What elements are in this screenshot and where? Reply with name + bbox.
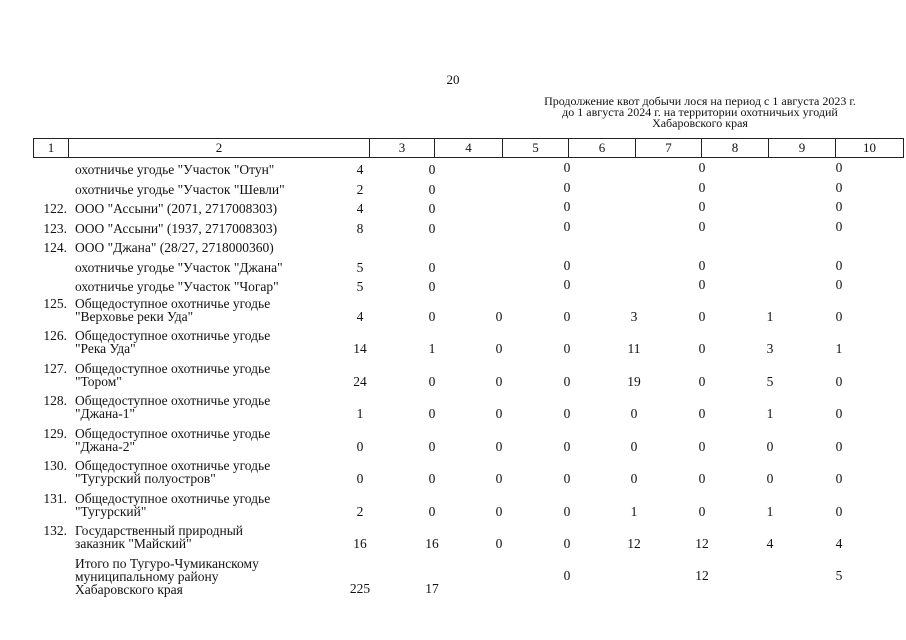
table-row [33,427,873,460]
header-cell-5: 5 [502,138,569,158]
value-col-10: 0 [835,503,843,519]
value-col-6: 0 [563,406,571,422]
value-col-10: 0 [835,277,843,292]
value-col-9: 4 [766,536,774,552]
page-number: 20 [446,72,460,87]
row-name-line: Общедоступное охотничье угодье [75,360,271,376]
value-col-8: 0 [698,341,706,357]
row-number: 129. [43,425,67,441]
table-row [33,557,873,605]
value-col-10: 0 [835,471,843,487]
value-col-8: 12 [695,536,709,552]
table-row [33,277,873,297]
row-number: 125. [43,295,67,311]
row-name-line: охотничье угодье "Участок "Шевли" [75,181,285,197]
row-name [75,427,337,453]
row-name-line: "Верховье реки Уда" [75,308,194,324]
row-name-line: заказник "Майский" [75,536,192,551]
value-col-8: 0 [698,471,706,487]
value-col-6: 0 [563,567,571,583]
value-col-4: 0 [428,438,436,454]
value-col-10: 0 [835,160,843,175]
row-name-line: Хабаровского края [75,581,183,597]
value-col-9: 1 [766,503,774,519]
row-name [75,219,337,239]
value-col-7: 1 [630,503,638,519]
value-col-6: 0 [563,199,571,214]
row-number: 126. [43,328,67,343]
row-number: 128. [43,393,67,408]
row-number: 123. [43,220,67,236]
value-col-4: 0 [428,406,436,422]
row-name [75,362,337,388]
row-name [75,258,337,278]
table-row [33,329,873,362]
value-col-6: 0 [563,179,571,195]
value-col-10: 0 [835,438,843,454]
value-col-6: 0 [563,536,571,552]
value-col-4: 0 [428,162,436,177]
value-col-10: 0 [835,373,843,389]
value-col-4: 0 [428,279,436,294]
value-col-3: 0 [356,438,364,454]
value-col-4: 0 [428,181,436,197]
value-col-9: 5 [766,373,774,389]
row-name-line: ООО "Ассыни" (1937, 2717008303) [75,220,278,236]
value-col-8: 12 [695,567,709,583]
row-name-line: ООО "Джана" (28/27, 2718000360) [75,240,274,255]
value-col-5: 0 [495,471,503,487]
value-col-3: 0 [356,471,364,487]
value-col-4: 0 [428,308,436,324]
table-row [33,394,873,427]
value-col-8: 0 [698,308,706,324]
value-col-5: 0 [495,406,503,422]
value-col-10: 0 [835,257,843,273]
value-col-9: 0 [766,471,774,487]
header-cell-7: 7 [635,138,702,158]
value-col-3: 2 [356,503,364,519]
value-col-10: 0 [835,406,843,422]
value-col-8: 0 [698,160,706,175]
value-col-10: 4 [835,536,843,552]
row-name [75,459,337,485]
row-name [75,238,337,258]
row-name-line: "Тугурский" [75,503,147,519]
value-col-4: 0 [428,201,436,216]
header-cell-6: 6 [568,138,636,158]
table-row [33,219,873,239]
table-row [33,524,873,557]
header-cell-9: 9 [768,138,836,158]
header-cell-8: 8 [701,138,769,158]
value-col-6: 0 [563,373,571,389]
value-col-10: 0 [835,308,843,324]
row-name-line: Государственный природный [75,523,244,538]
row-name-line: "Джана-1" [75,406,136,421]
value-col-6: 0 [563,471,571,487]
value-col-10: 5 [835,567,843,583]
row-number: 131. [43,490,67,506]
row-name [75,277,337,297]
value-col-7: 0 [630,471,638,487]
value-col-8: 0 [698,199,706,214]
value-col-10: 0 [835,218,843,234]
row-name [75,329,337,355]
value-col-8: 0 [698,438,706,454]
row-name-line: "Река Уда" [75,341,136,356]
row-number: 127. [43,360,67,376]
value-col-6: 0 [563,341,571,357]
value-col-6: 0 [563,277,571,292]
row-name-line: "Тором" [75,373,122,389]
value-col-7: 0 [630,406,638,422]
table-row [33,180,873,200]
value-col-5: 0 [495,341,503,357]
value-col-6: 0 [563,257,571,273]
header-cell-10: 10 [835,138,904,158]
row-name-line: Общедоступное охотничье угодье [75,328,271,343]
row-name-line: Итого по Тугуро-Чумиканскому [75,555,259,571]
row-name-line: Общедоступное охотничье угодье [75,458,271,473]
value-col-7: 11 [627,341,641,357]
value-col-3: 4 [356,201,364,216]
value-col-3: 8 [356,220,364,236]
value-col-6: 0 [563,160,571,175]
value-col-5: 0 [495,503,503,519]
row-name-line: муниципальному району [75,568,219,584]
value-col-7: 0 [630,438,638,454]
row-number: 130. [43,458,67,473]
value-col-9: 1 [766,406,774,422]
row-name [75,524,337,550]
row-name-line: Общедоступное охотничье угодье [75,490,271,506]
value-col-4: 16 [425,536,439,552]
header-cell-3: 3 [369,138,435,158]
row-name [75,199,337,219]
row-name-line: ООО "Ассыни" (2071, 2717008303) [75,201,278,216]
row-name-line: Общедоступное охотничье угодье [75,425,271,441]
value-col-5: 0 [495,373,503,389]
value-col-3: 14 [353,341,367,357]
value-col-5: 0 [495,536,503,552]
value-col-8: 0 [698,277,706,292]
header-cell-1: 1 [33,138,69,158]
header-cell-4: 4 [434,138,503,158]
value-col-8: 0 [698,257,706,273]
value-col-6: 0 [563,438,571,454]
value-col-4: 1 [428,341,436,357]
value-col-10: 1 [835,341,843,357]
value-col-8: 0 [698,179,706,195]
value-col-4: 0 [428,259,436,275]
value-col-3: 1 [356,406,364,422]
row-name-line: охотничье угодье "Участок "Чогар" [75,279,279,294]
value-col-7: 3 [630,308,638,324]
value-col-3: 16 [353,536,367,552]
table-caption: Продолжение квот добычи лося на период с 1 августа 2023 г. до 1 августа 2024 г. на территории охотничьих угодий Хабаровского края [544,94,856,130]
value-col-10: 0 [835,179,843,195]
table-row [33,258,873,278]
value-col-8: 0 [698,503,706,519]
value-col-4: 0 [428,220,436,236]
value-col-6: 0 [563,503,571,519]
value-col-9: 3 [766,341,774,357]
table-row [33,199,873,219]
value-col-9: 0 [766,438,774,454]
row-number: 122. [43,201,67,216]
table-row [33,492,873,525]
value-col-3: 24 [353,373,367,389]
row-name-line: охотничье угодье "Участок "Джана" [75,259,283,275]
value-col-8: 0 [698,218,706,234]
table-header [33,138,904,158]
row-name [75,557,337,596]
value-col-5: 0 [495,438,503,454]
value-col-8: 0 [698,373,706,389]
header-cell-2: 2 [68,138,370,158]
table-row [33,459,873,492]
row-name-line: "Тугурский полуостров" [75,471,216,486]
table-row [33,160,873,180]
row-number: 124. [43,240,67,255]
row-name [75,160,337,180]
table-row [33,362,873,395]
value-col-4: 17 [425,580,439,596]
value-col-7: 12 [627,536,641,552]
value-col-9: 1 [766,308,774,324]
value-col-10: 0 [835,199,843,214]
row-number: 132. [43,523,67,538]
row-name-line: "Джана-2" [75,438,136,454]
table-row [33,297,873,330]
value-col-6: 0 [563,218,571,234]
table-row [33,238,873,258]
value-col-3: 2 [356,181,364,197]
value-col-8: 0 [698,406,706,422]
value-col-6: 0 [563,308,571,324]
value-col-5: 0 [495,308,503,324]
value-col-3: 5 [356,259,364,275]
row-name-line: Общедоступное охотничье угодье [75,295,271,311]
value-col-3: 4 [356,162,364,177]
row-name [75,394,337,420]
row-name-line: охотничье угодье "Участок "Отун" [75,162,275,177]
value-col-4: 0 [428,471,436,487]
value-col-3: 225 [349,580,371,596]
value-col-4: 0 [428,503,436,519]
row-name [75,180,337,200]
row-name [75,492,337,518]
value-col-3: 5 [356,279,364,294]
row-name-line: Общедоступное охотничье угодье [75,393,271,408]
value-col-7: 19 [627,373,641,389]
row-name [75,297,337,323]
value-col-4: 0 [428,373,436,389]
value-col-3: 4 [356,308,364,324]
